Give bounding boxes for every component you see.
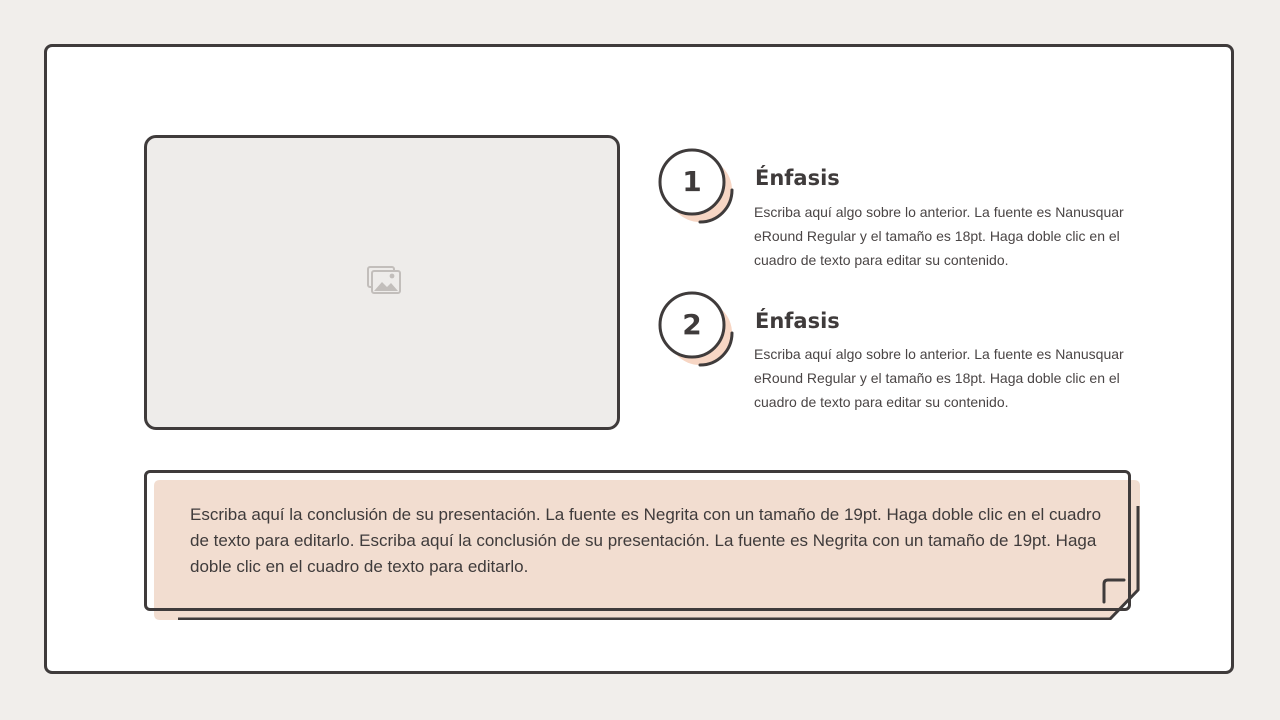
conclusion-text[interactable]: Escriba aquí la conclusión de su presentación. La fuente es Negrita con un tamaño de 19pt. Haga doble clic en el cuadro de texto para editarlo. Escriba aquí la conclusión de su presentación. La fuente es Negrita con un tamaño de 19pt. Haga doble clic en el cuadro de texto para editarlo. [190, 505, 1102, 576]
point-2-badge [658, 291, 736, 369]
point-1-number: 1 [682, 165, 702, 198]
point-2-number: 2 [682, 308, 702, 341]
point-1-body[interactable]: Escriba aquí algo sobre lo anterior. La fuente es NanusquareRound Regular y el tamaño es 18pt. Haga doble clic en el cuadro de texto para editar su contenido. [754, 204, 1124, 268]
image-icon [366, 264, 402, 296]
point-2-title[interactable]: Énfasis [755, 309, 840, 333]
point-1-badge [658, 148, 736, 226]
point-2-body[interactable]: Escriba aquí algo sobre lo anterior. La fuente es NanusquareRound Regular y el tamaño es 18pt. Haga doble clic en el cuadro de texto para editar su contenido. [754, 346, 1124, 410]
point-1-title[interactable]: Énfasis [755, 166, 840, 190]
